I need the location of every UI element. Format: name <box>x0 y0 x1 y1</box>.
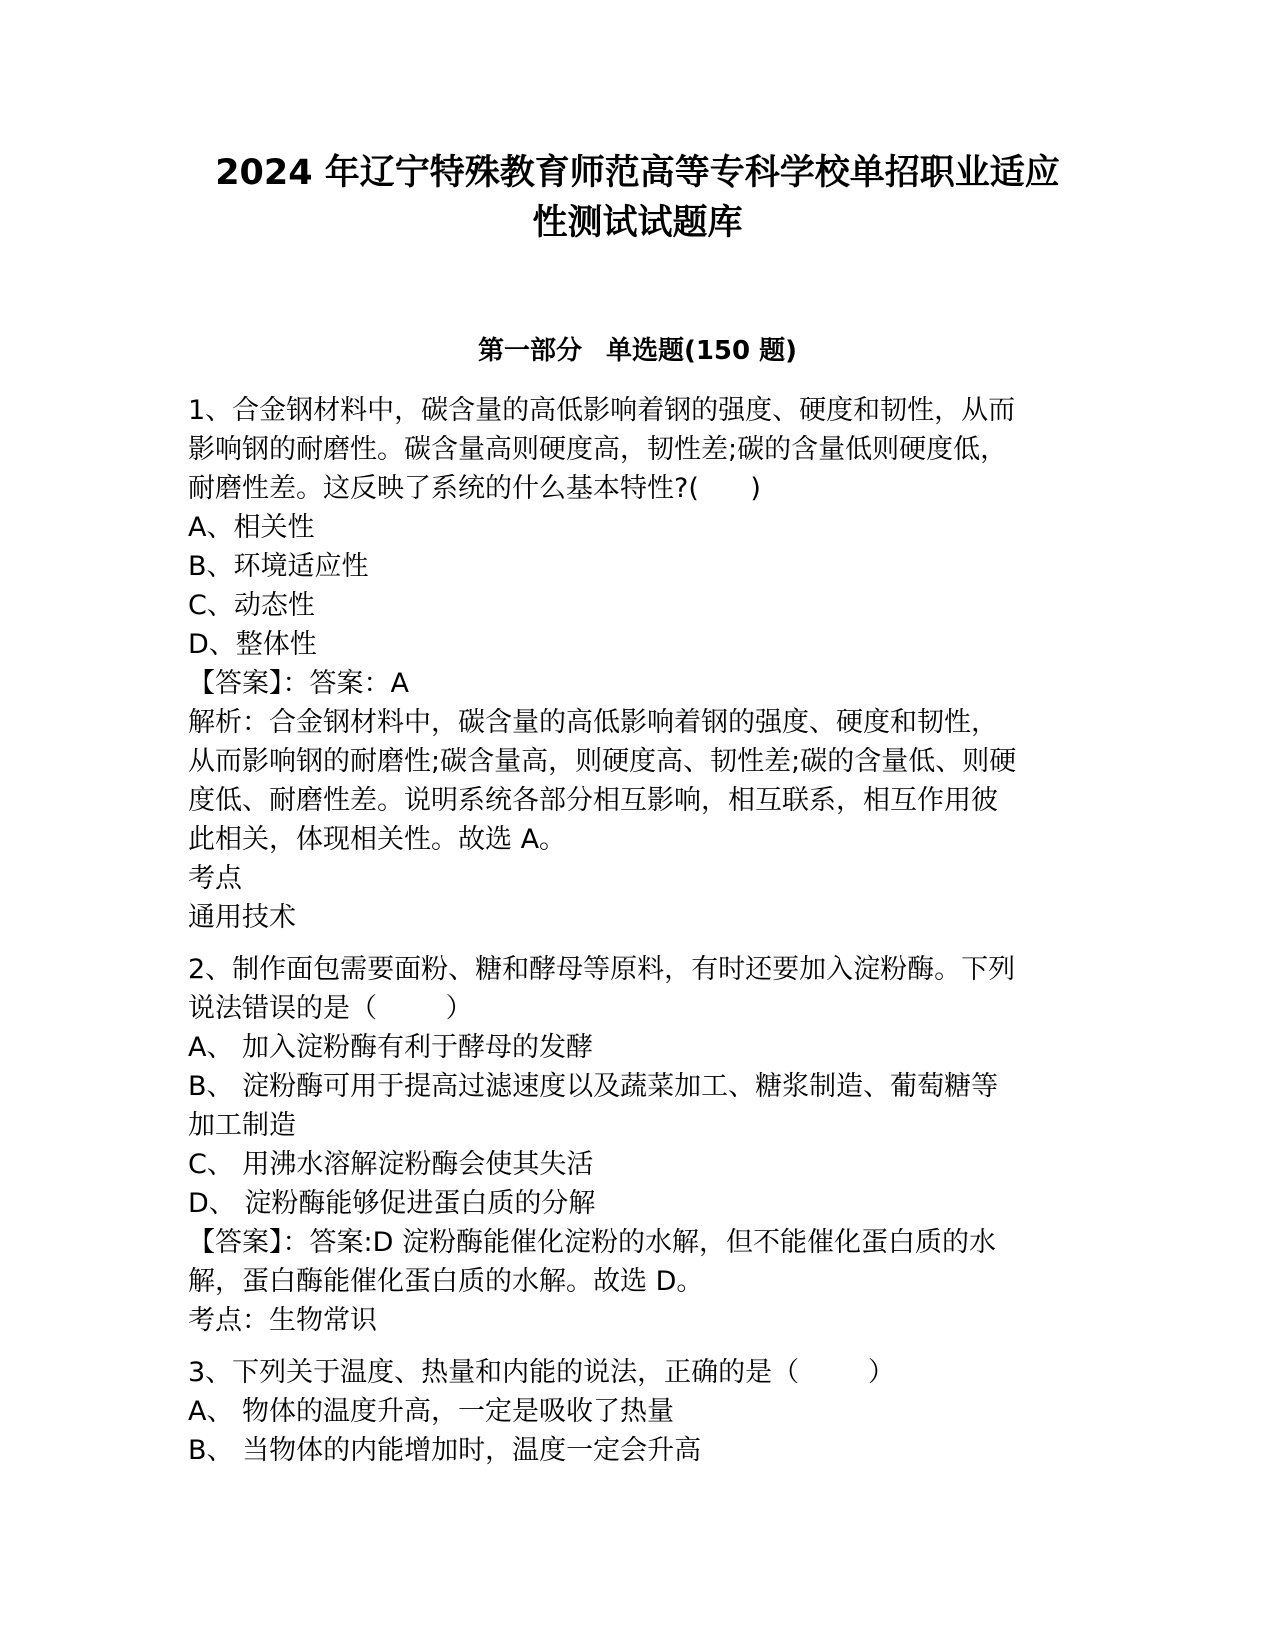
question-2-option-b-line-2: 加工制造 <box>188 1110 296 1141</box>
section-label: 单选题(150 题) <box>605 336 798 366</box>
question-2-option-c: C、 用沸水溶解淀粉酶会使其失活 <box>188 1149 594 1180</box>
question-1-analysis-line-4: 此相关，体现相关性。故选 A。 <box>188 824 567 855</box>
question-1-answer: 【答案】：答案：A <box>188 668 409 699</box>
question-1-option-c: C、动态性 <box>188 590 315 621</box>
question-2-answer-line-2: 解，蛋白酶能催化蛋白质的水解。故选 D。 <box>188 1266 704 1297</box>
question-2-answer-line-1: 【答案】：答案:D 淀粉酶能催化淀粉的水解，但不能催化蛋白质的水 <box>188 1227 996 1258</box>
question-1-stem-line-3: 耐磨性差。这反映了系统的什么基本特性?( ) <box>188 473 761 504</box>
question-1-stem-line-1: 1、合金钢材料中，碳含量的高低影响着钢的强度、硬度和韧性，从而 <box>188 395 1016 426</box>
question-1-option-a: A、相关性 <box>188 512 315 543</box>
title-line-2: 性测试试题库 <box>532 203 743 243</box>
question-3 <box>188 1353 1088 1470</box>
question-1-topic: 通用技术 <box>188 902 296 933</box>
question-1-analysis-line-2: 从而影响钢的耐磨性;碳含量高，则硬度高、韧性差;碳的含量低、则硬 <box>188 746 1017 777</box>
title-line-1: 2024 年辽宁特殊教育师范高等专科学校单招职业适应 <box>215 153 1060 193</box>
question-3-stem: 3、下列关于温度、热量和内能的说法，正确的是（ ） <box>188 1357 895 1388</box>
question-1-analysis-line-3: 度低、耐磨性差。说明系统各部分相互影响，相互联系，相互作用彼 <box>188 785 998 816</box>
question-1-option-d: D、整体性 <box>188 629 317 660</box>
question-1-topic-label: 考点 <box>188 863 242 894</box>
question-list <box>188 391 1088 1470</box>
question-2-option-d: D、 淀粉酶能够促进蛋白质的分解 <box>188 1188 596 1219</box>
question-2-option-b-line-1: B、 淀粉酶可用于提高过滤速度以及蔬菜加工、糖浆制造、葡萄糖等 <box>188 1071 999 1102</box>
document-title <box>150 148 1125 248</box>
question-2-stem-line-1: 2、制作面包需要面粉、糖和酵母等原料，有时还要加入淀粉酶。下列 <box>188 954 1016 985</box>
question-3-option-a: A、 物体的温度升高，一定是吸收了热量 <box>188 1396 675 1427</box>
question-2 <box>188 950 1088 1340</box>
section-heading <box>150 331 1125 371</box>
question-1-analysis-line-1: 解析：合金钢材料中，碳含量的高低影响着钢的强度、硬度和韧性， <box>188 707 998 738</box>
question-3-option-b: B、 当物体的内能增加时，温度一定会升高 <box>188 1435 702 1466</box>
question-2-option-a: A、 加入淀粉酶有利于酵母的发酵 <box>188 1032 594 1063</box>
section-name: 第一部分 <box>477 336 582 366</box>
question-1-option-b: B、环境适应性 <box>188 551 369 582</box>
question-2-stem-line-2: 说法错误的是（ ） <box>188 993 473 1024</box>
question-1-stem-line-2: 影响钢的耐磨性。碳含量高则硬度高，韧性差;碳的含量低则硬度低， <box>188 434 1008 465</box>
question-1 <box>188 391 1088 937</box>
question-2-topic: 考点：生物常识 <box>188 1305 377 1336</box>
